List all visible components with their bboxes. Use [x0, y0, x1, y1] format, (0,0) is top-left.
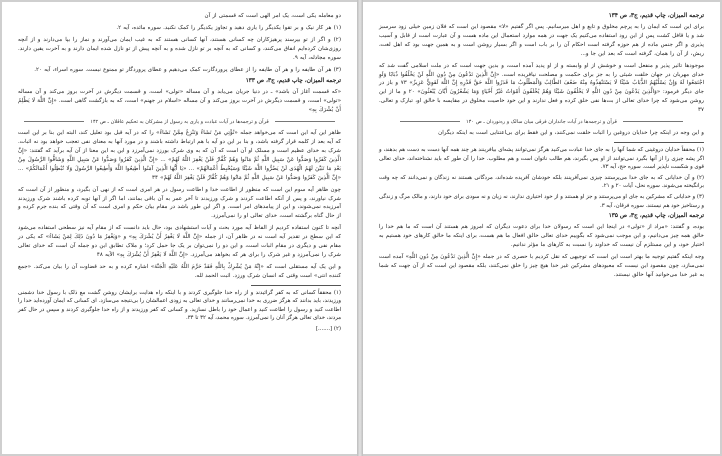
right-footnote-2: (۲) و آن خدایانی که به جای خدا می‌پرستند چیزی نمی‌آفرینند بلکه خودشان آفریده شده‌اند، مردگانی هستند نه زندگان و نمی‌دانند که چه وقت برانگیخته می‌شوند. سوره نحل، آیات ۲۰ و ۲۱.: [379, 174, 704, 190]
left-page: [2, 2, 357, 454]
left-para-1: دو معامله یکی است، یک امر الهی است که قسمتی از آن: [204, 13, 341, 19]
right-footnote-3: (۳) و خدایانی که مشرکین به جای او می‌پرستند و جز او هستند و از خود اختیاری ندارند، نه زیان و نه سودی برای خود دارند، و مالک مرگ و زندگی و رستاخیز خود هم نیستند. سوره فرقان، آیه ۳.: [379, 193, 704, 209]
left-para-9: و این یک آیه مستقلی است که «إِنَّهُ مَنْ يُشْرِكْ بِاللَّهِ فَقَدْ حَرَّمَ اللَّهُ عَلَيْهِ الْجَنَّةَ» اشاره کرده و به حد قضاوت آن را بیان می‌کند. «جمع کننده انتی» است وقتی که انسان شرک ورزد. اثبت الحمد لله.: [18, 263, 341, 279]
left-para-5: «که قسمت آغاز آن باشد» ـ در دنیا جریان می‌یابد و آن مساله «تولی» است، و قسمت دیگرش در آخرت بروز می‌کند و آن مساله «تولی» است، و قسمت دیگرش در آخرت بروز می‌کند و آن مساله «اسلام در جهنم» است، که به بازگشت گاهی است. «إِنَّ اللَّهَ لَا يَظْلِمُ أَنْ يُشْرَكَ بِهِ»: [18, 89, 341, 114]
right-heading-2: ترجمه المیزان، چاپ قدیم، ج۳، ص ۱۳۵: [608, 213, 704, 220]
left-footnote-2: (۲) و اگر از تو بپرسند پرهیزکاران چه کسانی هستند، آنها کسانی هستند که به غیب ایمان می‌آورند و نماز را بپا می‌دارند و از آنچه روزی‌شان کرده‌ایم انفاق می‌کنند، و کسانی که به آنچه بر تو نازل شده و به آنچه پیش از تو نازل شده ایمان دارند و به آخرت یقین دارند. سوره مجادله، آیه ۹.: [18, 36, 341, 61]
right-para-1: برای این است که ایمان را به پرچم مخلوق و تابع و اهل میرسانیم. پس اگر گفتیم «لا» مقصود این است که فلان زمین خیلی زود سرسبز شد و یا قافل کشت پس از این رود استفاده می‌کنیم یک جهت در همه موارد استعمال این ماده هست و آن عبارت است از قابل و آسیب پذیری و اگر جنس ماده از هم حوزه گرفته است احکام آن را بر باب است و اگر بسیار روشن است و به همین جهت بود که اهل لغت، ریش، از آن را همان، گرفته است که بعد این جا و...: [379, 24, 704, 57]
right-para-2: موجودها تاثیر پذیر و منفعل است و خوشش از او وابسته و از او پدید آمده است، و بدین جهت است که در ملت اسلامی گفت شد که خدای مهربان در جهان خلقت شیئی را به جز برای حکمت و مصلحت نیافریده است. «إِنَّ الَّذِينَ تَدْعُونَ مِنْ دُونِ اللَّهِ لَنْ يَخْلُقُوا ذُبَابًا وَلَوِ اجْتَمَعُوا لَهُ وَإِنْ يَسْلُبْهُمُ الذُّبَابُ شَيْئًا لَا يَسْتَنْقِذُوهُ مِنْهُ ضَعُفَ الطَّالِبُ وَالْمَطْلُوبُ مَا قَدَرُوا اللَّهَ حَقَّ قَدْرِهِ إِنَّ اللَّهَ لَقَوِيٌّ عَزِيزٌ» ۷۳ و باز در جای دیگر فرمود: «وَالَّذِينَ يَدْعُونَ مِنْ دُونِ اللَّهِ لَا يَخْلُقُونَ شَيْئًا وَهُمْ يُخْلَقُونَ أَمْوَاتٌ غَيْرُ أَحْيَاءٍ وَمَا يَشْعُرُونَ أَيَّانَ يُبْعَثُونَ» ۲۰ و ما از این روشن می‌شود که چرا خدای تعالی از بت‌ها نفی خلق کرده و فعل ندارند و این خود خاصیت مخلوق در مقایسه با خالق او، تبارک و تعالی. ۳۷: [379, 62, 704, 114]
right-page: [363, 2, 720, 454]
right-para-7: بوده، و گفتند: «مراد از «تولی» در اینجا این است که رسولان خدا برای دعوت دیگران که امروز هم هستند آن است که ما هم خدا را خالق همه چیز می‌دانیم، و این موجب نمی‌شود که بگوییم خدای تعالی خالق افعال ما هم هست، برای اینکه ما خالق کارهای خود هستیم به اختیار خود، و این مستلزم آن نیست که خداوند را نسبت به کارهای ما مؤثر ندانیم.: [379, 224, 704, 248]
left-footnote-3: (۳) هر آن طایفه را و هر آن طایفه را از عطای پروردگارت کمک می‌دهیم و عطای پروردگار تو ممنوع نیست. سوره اسراء، آیه ۲۰.: [34, 66, 341, 73]
right-footnote-1: (۱) محققاً خدایان دروغینی که شما آنها را به جای خدا عبادت می‌کنید هرگز نمی‌توانند پشه‌ای بیافرینند هر چند همه آنها دست به دست هم بدهند، و اگر پشه چیزی را از آنها بگیرد نمی‌توانند از او پس بگیرند، هم طالب ناتوان است و هم مطلوب. خدا را آن طور که باید نشناخته‌اند، خدای تعالی قوی و شکست ناپذیر است. سوره حج، آیه ۷۳.: [379, 146, 704, 171]
left-footnote-5: (۲) [.......]: [315, 326, 341, 333]
left-section-separator: قرآن و ترجمه‌ها در آیات عبادت و یاری به رسول از مشرکان به تحکیم عاقلان ـ ص ۱۴۲: [18, 118, 341, 126]
left-para-6: ظاهر این آیه این است که می‌خواهد جمله «تُؤْتِي مَنْ تَشَاءُ وَتَنْزِعُ مِمَّنْ تَشَاءُ» را که در آیه قبل بود تعلیل کند، البته این بنا بر این است که آیه بعد از کلمه قرار گرفته باشد، و بنا بر این دو آیه با هم ارتباط داشته باشند و در مورد آنها به معنای نفی تعجب خواهد بود نه اثبات. شرک به خدای عظیم است و مسلک او آن است که آن که به وی شرک بورزد نمی‌آمرزد و این به این معنا از آن آیه برآید که گفتند: «إِنَّ الَّذِينَ كَفَرُوا وَصَدُّوا عَنْ سَبِيلِ اللَّهِ ثُمَّ مَاتُوا وَهُمْ كُفَّارٌ فَلَنْ يَغْفِرَ اللَّهُ لَهُمْ» ... «إِنَّ الَّذِينَ كَفَرُوا وَصَدُّوا عَنْ سَبِيلِ اللَّهِ وَشَاقُّوا الرَّسُولَ مِنْ بَعْدِ مَا تَبَيَّنَ لَهُمُ الْهُدَى لَنْ يَضُرُّوا اللَّهَ شَيْئًا وَسَيُحْبِطُ أَعْمَالَهُمْ» ... «يَا أَيُّهَا الَّذِينَ آمَنُوا أَطِيعُوا اللَّهَ وَأَطِيعُوا الرَّسُولَ وَلَا تُبْطِلُوا أَعْمَالَكُمْ» ... «إِنَّ الَّذِينَ كَفَرُوا وَصَدُّوا عَنْ سَبِيلِ اللَّهِ ثُمَّ مَاتُوا وَهُمْ كُفَّارٌ فَلَنْ يَغْفِرَ اللَّهُ لَهُمْ» ۳۴: [18, 130, 341, 181]
left-para-8: آنچه تا کنون استفاده کردیم از الفاظ آیه مورد بحث و آیات استشهادی بود، حال باید دانست که از مقام آیه نیز سطحی استفاده می‌شود که این سطح در تقدیر آیه است نه در ظاهر آن، از جمله «إِنَّ اللَّهَ لَا يَغْفِرُ أَنْ يُشْرَكَ بِهِ» و «وَيَغْفِرُ مَا دُونَ ذَلِكَ لِمَنْ يَشَاءُ» که یکی در مقام نفی و دیگری در مقام اثبات است، و این دو را نمی‌توان بر یک جا حمل کرد؛ و ملاک تطابق این دو جمله آن است که خدای تعالی شرک را نمی‌آمرزد و غیر شرک را برای هر که بخواهد می‌آمرزد. «إِنَّ اللَّهَ لَا يَغْفِرُ أَنْ يُشْرَكَ بِهِ» الآیه ۴۸: [18, 225, 341, 258]
left-para-7: چون ظاهر آیه سوم این است که منظور از اطاعت خدا و اطاعت رسول در هر امری است که از نهی آن بگیرد، و منظور از آن است که شرک نیاورند، و پس از آنکه اطاعت کردند و شرک ورزیدند تا آخر عمر به آن باقی بمانند، اما اگر از آنها توبه کرده باشند شرک ورزیدند آمرزیده نمی‌شوند، و این از پیامدهای امر است. و اگر این طور باشد در مقام بیان حکم و امری است که آن وقتی که بنده جرم کرده و از حال گناه برگشته است، خدای تعالی او را نمی‌آمرزد.: [18, 186, 341, 220]
left-footnote-1: (۱) هر کار نیک و بر تقوا یکدیگر را یاری دهید و تجاوز یکدیگر را کمک نکنید. سوره مائده، آیه ۲.: [116, 24, 341, 31]
right-para-8: وجه اینکه گفتیم توجیه ما بهتر است این است که توجیهی که نقل کردیم با حصری که در جمله «إِنَّ الَّذِينَ تَدْعُونَ مِنْ دُونِ اللَّهِ» آمده است نمی‌سازد، چون مقصود این نیست که معبودهای مشرکین غیر خدا هیچ چیز را خلق نمی‌کنند، بلکه مقصود این است که از آن جهت که شما به غیر خدا می‌خوانید آنها خالق نیستند.: [379, 253, 704, 278]
right-para-3: و این وجه در اینکه چرا خدایان دروغین را اثبات خلقت نمی‌کنند، و این فقط برای بی‌اعتنایی است به اینکه دیگران: [438, 130, 704, 137]
right-heading-1: ترجمه المیزان، چاپ قدیم، ج۳، ص ۱۳۴: [608, 13, 704, 19]
footnote-rule: [614, 142, 704, 143]
footnote-rule: [251, 285, 341, 286]
right-section-separator: قرآن و ترجمه‌ها در آیات جانداران فرقی میان سالک و ره‌نوردان ـ ص ۱۴۰: [379, 118, 704, 126]
left-heading-1: ترجمه المیزان، چاپ قدیم، ج۳، ص ۱۳۳: [245, 78, 341, 85]
left-footnote-4: (۱) محققاً کسانی که به کفر گرائیدند و از راه خدا جلوگیری کردند و با اینکه راه هدایت برایشان روشن گشت مع ذلک با رسول خدا دشمنی ورزیدند، باید بدانند که هرگز ضرری به خدا نمی‌رسانند و خدای تعالی به زودی اعمالشان را بی‌نتیجه می‌سازد. ای کسانی که ایمان آورده‌اید خدا را اطاعت کنید و رسول را اطاعت کنید و اعمال خود را باطل نسازید. و کسانی که کفر ورزیدند و از راه خدا جلوگیری کردند و سپس در حال کفر مردند، خدای تعالی هرگز آنان را نمی‌آمرزد. سوره محمد، آیه ۳۲ تا ۳۴.: [18, 289, 341, 322]
